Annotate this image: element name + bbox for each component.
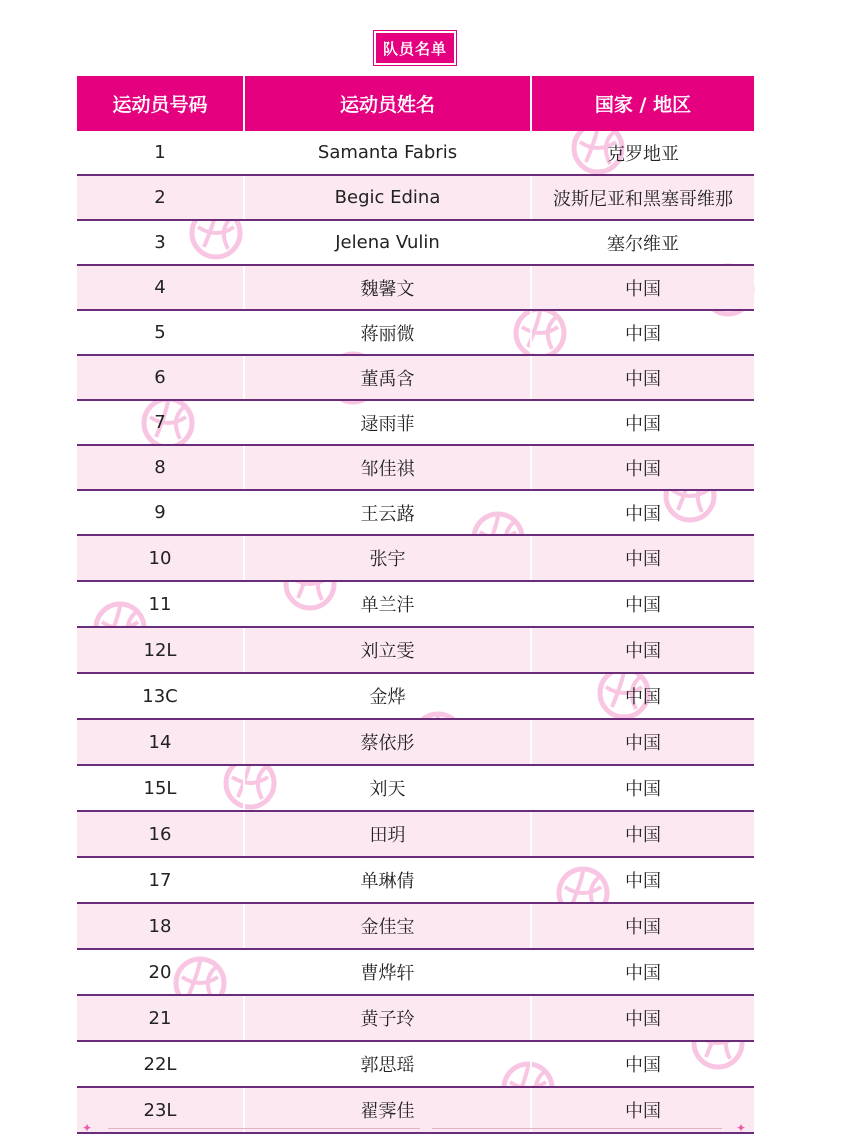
player-country-cell: 中国 xyxy=(531,627,754,673)
player-number-cell: 15L xyxy=(77,765,244,811)
player-number-cell: 2 xyxy=(77,175,244,220)
player-name-cell: 单兰沣 xyxy=(244,581,531,627)
player-number-cell: 23L xyxy=(77,1087,244,1133)
table-row xyxy=(77,355,754,400)
roster-table xyxy=(77,76,754,1134)
table-row xyxy=(77,535,754,581)
player-name-cell: 蔡依彤 xyxy=(244,719,531,765)
table-row xyxy=(77,1087,754,1133)
table-row xyxy=(77,673,754,719)
player-country-cell: 中国 xyxy=(531,265,754,310)
roster-title: 队员名单 xyxy=(376,33,454,63)
player-country-cell: 中国 xyxy=(531,673,754,719)
player-number-cell: 11 xyxy=(77,581,244,627)
player-number-cell: 7 xyxy=(77,400,244,445)
player-country-cell: 中国 xyxy=(531,400,754,445)
player-country-cell: 中国 xyxy=(531,1087,754,1133)
player-number-cell: 17 xyxy=(77,857,244,903)
table-row xyxy=(77,265,754,310)
player-name-cell: 翟霁佳 xyxy=(244,1087,531,1133)
player-number-cell: 8 xyxy=(77,445,244,490)
player-country-cell: 中国 xyxy=(531,535,754,581)
player-country-cell: 中国 xyxy=(531,949,754,995)
player-number-cell: 1 xyxy=(77,131,244,175)
player-country-cell: 中国 xyxy=(531,445,754,490)
table-row xyxy=(77,581,754,627)
player-number-cell: 20 xyxy=(77,949,244,995)
table-row xyxy=(77,1041,754,1087)
table-row xyxy=(77,400,754,445)
player-country-cell: 波斯尼亚和黑塞哥维那 xyxy=(531,175,754,220)
table-row xyxy=(77,175,754,220)
roster-body xyxy=(77,131,754,1133)
table-row xyxy=(77,627,754,673)
player-country-cell: 中国 xyxy=(531,719,754,765)
player-name-cell: 金佳宝 xyxy=(244,903,531,949)
player-country-cell: 中国 xyxy=(531,490,754,535)
table-row xyxy=(77,445,754,490)
footer-divider xyxy=(108,1128,420,1129)
player-name-cell: 邹佳祺 xyxy=(244,445,531,490)
table-row xyxy=(77,995,754,1041)
table-row xyxy=(77,811,754,857)
player-number-cell: 21 xyxy=(77,995,244,1041)
player-number-cell: 22L xyxy=(77,1041,244,1087)
footer-sparkle-icon: ✦ xyxy=(736,1121,747,1135)
player-number-cell: 4 xyxy=(77,265,244,310)
player-number-cell: 14 xyxy=(77,719,244,765)
player-number-cell: 6 xyxy=(77,355,244,400)
player-name-cell: 董禹含 xyxy=(244,355,531,400)
column-header-name: 运动员姓名 xyxy=(244,76,531,131)
player-country-cell: 克罗地亚 xyxy=(531,131,754,175)
player-name-cell: Samanta Fabris xyxy=(244,131,531,175)
table-row xyxy=(77,719,754,765)
player-name-cell: 魏馨文 xyxy=(244,265,531,310)
player-name-cell: 黄子玲 xyxy=(244,995,531,1041)
player-country-cell: 中国 xyxy=(531,765,754,811)
player-name-cell: Begic Edina xyxy=(244,175,531,220)
player-country-cell: 中国 xyxy=(531,581,754,627)
player-name-cell: 蒋丽微 xyxy=(244,310,531,355)
player-country-cell: 中国 xyxy=(531,355,754,400)
table-row xyxy=(77,765,754,811)
player-number-cell: 9 xyxy=(77,490,244,535)
player-country-cell: 塞尔维亚 xyxy=(531,220,754,265)
column-header-number: 运动员号码 xyxy=(77,76,244,131)
player-number-cell: 18 xyxy=(77,903,244,949)
table-row xyxy=(77,310,754,355)
player-name-cell: 王云蕗 xyxy=(244,490,531,535)
player-name-cell: 刘天 xyxy=(244,765,531,811)
player-name-cell: 曹烨轩 xyxy=(244,949,531,995)
roster-title-badge xyxy=(373,30,457,66)
player-country-cell: 中国 xyxy=(531,310,754,355)
player-number-cell: 5 xyxy=(77,310,244,355)
player-name-cell: 刘立雯 xyxy=(244,627,531,673)
player-name-cell: 田玥 xyxy=(244,811,531,857)
header-row xyxy=(77,76,754,131)
footer-divider xyxy=(432,1128,722,1129)
table-row xyxy=(77,220,754,265)
footer-sparkle-icon: ✦ xyxy=(82,1121,93,1135)
player-country-cell: 中国 xyxy=(531,995,754,1041)
player-number-cell: 12L xyxy=(77,627,244,673)
column-header-country: 国家 / 地区 xyxy=(531,76,754,131)
table-row xyxy=(77,949,754,995)
player-name-cell: 郭思瑶 xyxy=(244,1041,531,1087)
player-name-cell: 单琳倩 xyxy=(244,857,531,903)
player-number-cell: 10 xyxy=(77,535,244,581)
player-number-cell: 3 xyxy=(77,220,244,265)
table-row xyxy=(77,131,754,175)
table-row xyxy=(77,903,754,949)
player-number-cell: 13C xyxy=(77,673,244,719)
player-name-cell: 逯雨菲 xyxy=(244,400,531,445)
player-country-cell: 中国 xyxy=(531,903,754,949)
player-country-cell: 中国 xyxy=(531,857,754,903)
player-name-cell: 金烨 xyxy=(244,673,531,719)
player-name-cell: Jelena Vulin xyxy=(244,220,531,265)
player-name-cell: 张宇 xyxy=(244,535,531,581)
player-number-cell: 16 xyxy=(77,811,244,857)
player-country-cell: 中国 xyxy=(531,1041,754,1087)
player-country-cell: 中国 xyxy=(531,811,754,857)
table-row xyxy=(77,857,754,903)
table-row xyxy=(77,490,754,535)
